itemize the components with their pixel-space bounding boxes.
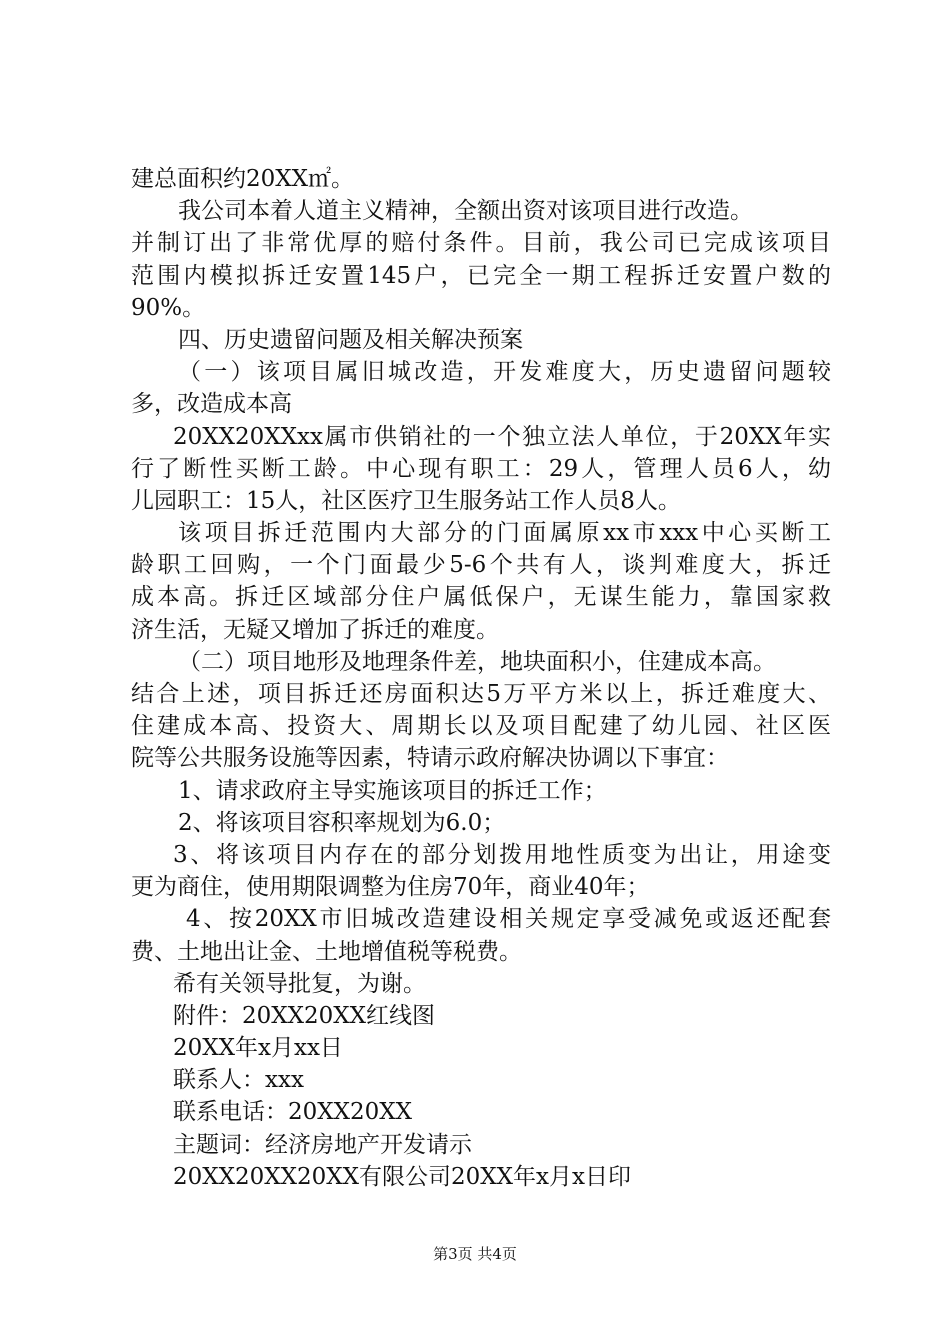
body-line: 我公司本着人道主义精神，全额出资对该项目进行改造。	[178, 198, 753, 225]
body-line: 住建成本高、投资大、周期长以及项目配建了幼儿园、社区医	[131, 713, 831, 740]
body-line: 成本高。拆迁区域部分住户属低保户，无谋生能力，靠国家救	[131, 584, 831, 611]
body-line: 并制订出了非常优厚的赔付条件。目前，我公司已完成该项目	[131, 230, 831, 257]
page-number-footer: 第3页 共4页	[433, 1245, 517, 1263]
subsection-heading: （一）该项目属旧城改造，开发难度大，历史遗留问题较	[178, 359, 831, 386]
attachment-line: 附件：20XX20XX红线图	[173, 1002, 436, 1029]
body-line: 儿园职工：15人，社区医疗卫生服务站工作人员8人。	[131, 487, 681, 514]
body-line: 该项目拆迁范围内大部分的门面属原xx市xxx中心买断工	[178, 520, 831, 547]
section-heading: 四、历史遗留问题及相关解决预案	[178, 326, 523, 353]
issuer-line: 20XX20XX20XX有限公司20XX年x月x日印	[173, 1163, 632, 1190]
body-line: 龄职工回购，一个门面最少5-6个共有人，谈判难度大，拆迁	[131, 552, 831, 579]
body-line: 20XX20XXxx属市供销社的一个独立法人单位，于20XX年实	[173, 423, 831, 450]
body-line: 范围内模拟拆迁安置145户，已完全一期工程拆迁安置户数的	[131, 262, 831, 289]
body-line: 结合上述，项目拆迁还房面积达5万平方米以上，拆迁难度大、	[131, 681, 831, 707]
body-line: 行了断性买断工龄。中心现有职工：29人，管理人员6人，幼	[131, 455, 831, 482]
request-item: 2、将该项目容积率规划为6.0；	[178, 809, 506, 836]
subsection-heading: （二）项目地形及地理条件差，地块面积小，住建成本高。	[178, 648, 776, 675]
request-item: 1、请求政府主导实施该项目的拆迁工作；	[178, 777, 607, 804]
body-line: 90%。	[131, 294, 206, 321]
body-line: 建总面积约20XX㎡。	[131, 166, 355, 192]
request-item: 4、按20XX市旧城改造建设相关规定享受减免或返还配套	[186, 906, 831, 933]
contact-line: 联系人：xxx	[173, 1067, 304, 1094]
closing-line: 希有关领导批复，为谢。	[173, 970, 426, 997]
date-line: 20XX年x月xx日	[173, 1035, 343, 1062]
body-line: 费、土地出让金、土地增值税等税费。	[131, 938, 522, 965]
body-line: 更为商住，使用期限调整为住房70年，商业40年；	[131, 874, 650, 901]
body-line: 多，改造成本高	[131, 391, 292, 418]
document-body	[131, 163, 831, 1193]
body-line: 济生活，无疑又增加了拆迁的难度。	[131, 616, 499, 643]
request-item: 3、将该项目内存在的部分划拨用地性质变为出让，用途变	[173, 841, 831, 868]
subject-line: 主题词：经济房地产开发请示	[173, 1131, 472, 1158]
phone-line: 联系电话：20XX20XX	[173, 1099, 413, 1126]
body-line: 院等公共服务设施等因素，特请示政府解决协调以下事宜：	[131, 745, 729, 772]
